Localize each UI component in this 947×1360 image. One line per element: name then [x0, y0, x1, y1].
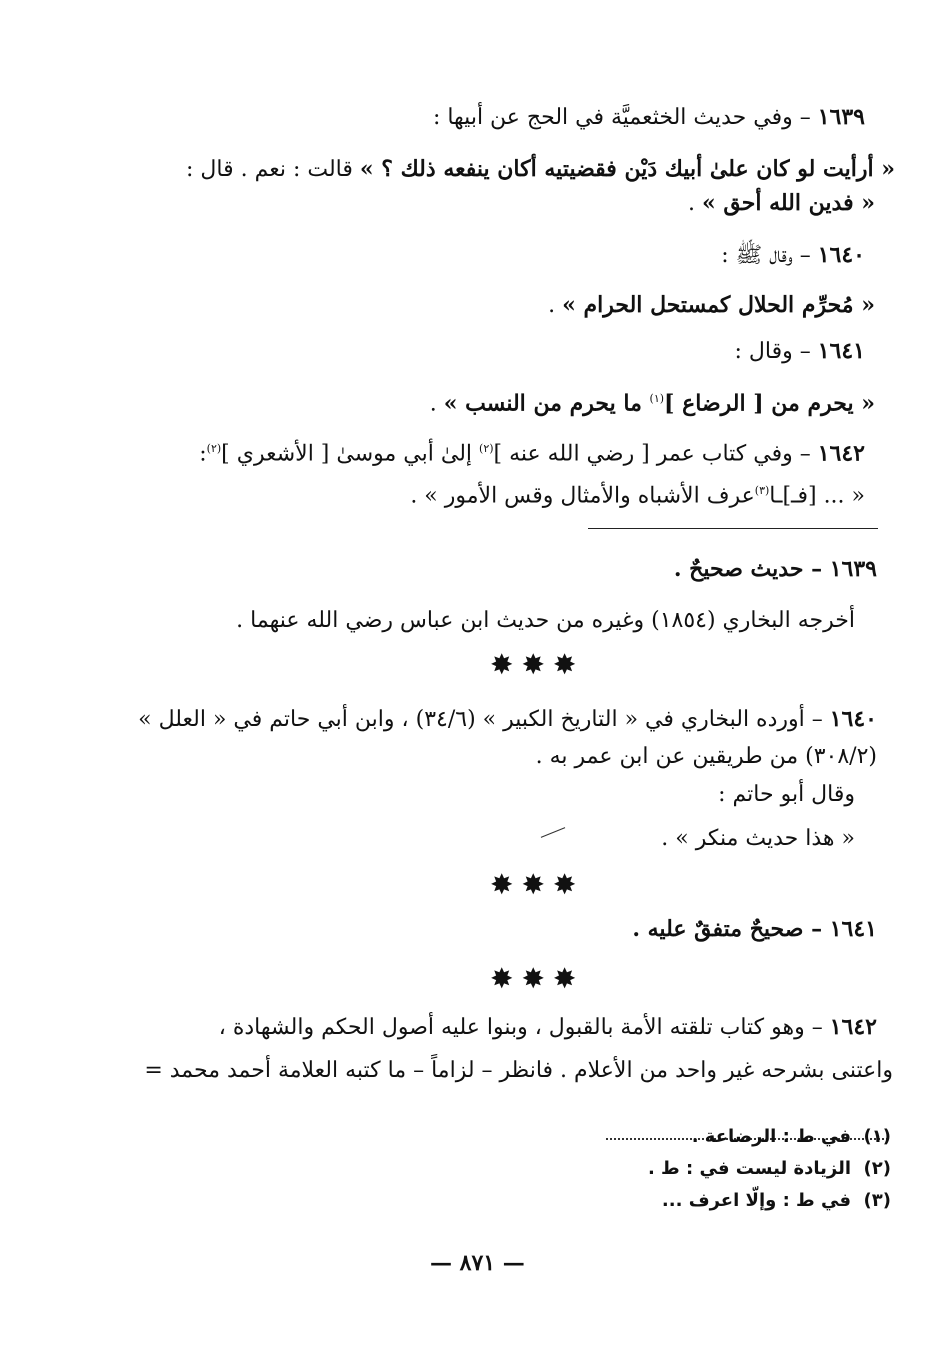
- commentary-1640-line-3: [718, 778, 855, 812]
- hadith-text: « ... [فـ]ـا: [769, 483, 865, 509]
- footnote-ref[interactable]: (٢): [206, 442, 222, 455]
- pen-stroke-mark: [541, 827, 565, 838]
- hadith-text: عرف الأشباه والأمثال وقس الأمور » .: [410, 483, 755, 509]
- footnote-marker: (٢): [863, 1158, 891, 1179]
- hadith-text: :: [199, 441, 207, 467]
- commentary-text: (٣٠٨/٢) من طريقين عن ابن عمر به .: [535, 744, 877, 769]
- commentary-1640-line-2: [536, 740, 877, 774]
- footnote-3: [662, 1188, 891, 1214]
- hadith-text: .: [687, 191, 702, 216]
- section-divider: [588, 528, 878, 529]
- commentary-1640-line-4: [661, 822, 855, 856]
- hadith-1639-line-3: [688, 186, 875, 221]
- commentary-text: واعتنى بشرحه غير واحد من الأعلام . فانظر – لزاماً – ما كتبه العلامة أحمد محمد =: [144, 1058, 893, 1083]
- page-number: — ٨٧١ —: [430, 1250, 525, 1276]
- hadith-1642-line-2: [410, 474, 865, 513]
- hadith-quote: « مُحرِّم الحلال كمستحل الحرام »: [562, 292, 875, 318]
- hadith-1641-line-2: [430, 382, 875, 421]
- footnote-text: في ط : وإلّا اعرف ...: [661, 1190, 851, 1211]
- hadith-quote: « فدين الله أحق »: [701, 190, 875, 216]
- commentary-text: – أورده البخاري في « التاريخ الكبير » (٣٤/٦) ، وابن أبي حاتم في « العلل »: [138, 707, 830, 732]
- hadith-number: ١٦٤٢: [817, 440, 865, 467]
- hadith-text: – وفي حديث الخثعميَّة في الحج عن أبيها :: [432, 105, 818, 130]
- footnote-text: الزيادة ليست في : ط .: [647, 1158, 851, 1179]
- commentary-number: ١٦٣٩: [829, 556, 877, 582]
- commentary-number: ١٦٤٠: [829, 706, 877, 732]
- hadith-quote: « يحرم من [ الرضاع ]: [664, 390, 875, 417]
- footnote-marker: (٣): [863, 1190, 891, 1211]
- footnote-2: [648, 1156, 891, 1182]
- commentary-text: وقال أبو حاتم :: [718, 782, 855, 807]
- commentary-text: أخرجه البخاري (١٨٥٤) وغيره من حديث ابن عباس رضي الله عنهما .: [236, 608, 855, 633]
- hadith-1639-line-2: [186, 152, 895, 187]
- commentary-1642-line-1: [219, 1010, 877, 1045]
- commentary-number: ١٦٤٢: [829, 1014, 877, 1040]
- footnote-ref[interactable]: (٣): [754, 484, 770, 497]
- commentary-text: « هذا حديث منكر » .: [661, 826, 855, 851]
- hadith-number: ١٦٤٠: [817, 242, 865, 268]
- commentary-heading: – حديث صحيحٌ .: [673, 556, 830, 582]
- separator-stars: ✸✸✸: [490, 962, 585, 995]
- hadith-text: إلىٰ أبي موسىٰ [ الأشعري ]: [221, 441, 480, 467]
- hadith-number: ١٦٤١: [817, 338, 865, 364]
- commentary-1642-line-2: [144, 1054, 893, 1088]
- hadith-text: – وفي كتاب عمر [ رضي الله عنه ]: [493, 441, 818, 467]
- commentary-text: – وهو كتاب تلقته الأمة بالقبول ، وبنوا عليه أصول الحكم والشهادة ،: [218, 1015, 830, 1040]
- hadith-1642-line-1: [199, 432, 865, 471]
- commentary-heading: – صحيحٌ متفقٌ عليه .: [632, 916, 830, 942]
- separator-stars: ✸✸✸: [490, 648, 585, 681]
- commentary-1640-line-1: [138, 702, 877, 737]
- hadith-text: قالت : نعم . قال :: [185, 157, 360, 182]
- hadith-text: .: [548, 293, 563, 318]
- hadith-quote: ما يحرم من النسب »: [443, 390, 650, 417]
- hadith-1639-line-1: [433, 100, 865, 135]
- footnote-text: في ط : الرضاعة .: [691, 1126, 851, 1147]
- commentary-number: ١٦٤١: [829, 916, 877, 942]
- hadith-1640-line-1: [721, 238, 865, 273]
- hadith-quote: « أرأيت لو كان علىٰ أبيك دَيْن فقضيتيه أكان ينفعه ذلك ؟ »: [359, 156, 895, 182]
- hadith-1640-line-2: [548, 288, 875, 323]
- commentary-1639-body: [236, 604, 855, 638]
- footnote-marker: (١): [863, 1126, 891, 1147]
- hadith-text: – وقال :: [734, 339, 818, 364]
- footnote-ref[interactable]: (١): [649, 392, 665, 405]
- separator-stars: ✸✸✸: [490, 868, 585, 901]
- commentary-1639-heading: [674, 552, 877, 587]
- footnote-ref[interactable]: (٢): [479, 442, 494, 455]
- commentary-1641-heading: [632, 912, 877, 947]
- hadith-text: – وقال ﷺ :: [721, 243, 818, 268]
- footnote-1: [692, 1124, 891, 1150]
- hadith-number: ١٦٣٩: [817, 104, 865, 130]
- hadith-1641-line-1: [735, 334, 866, 369]
- hadith-text: .: [429, 391, 444, 417]
